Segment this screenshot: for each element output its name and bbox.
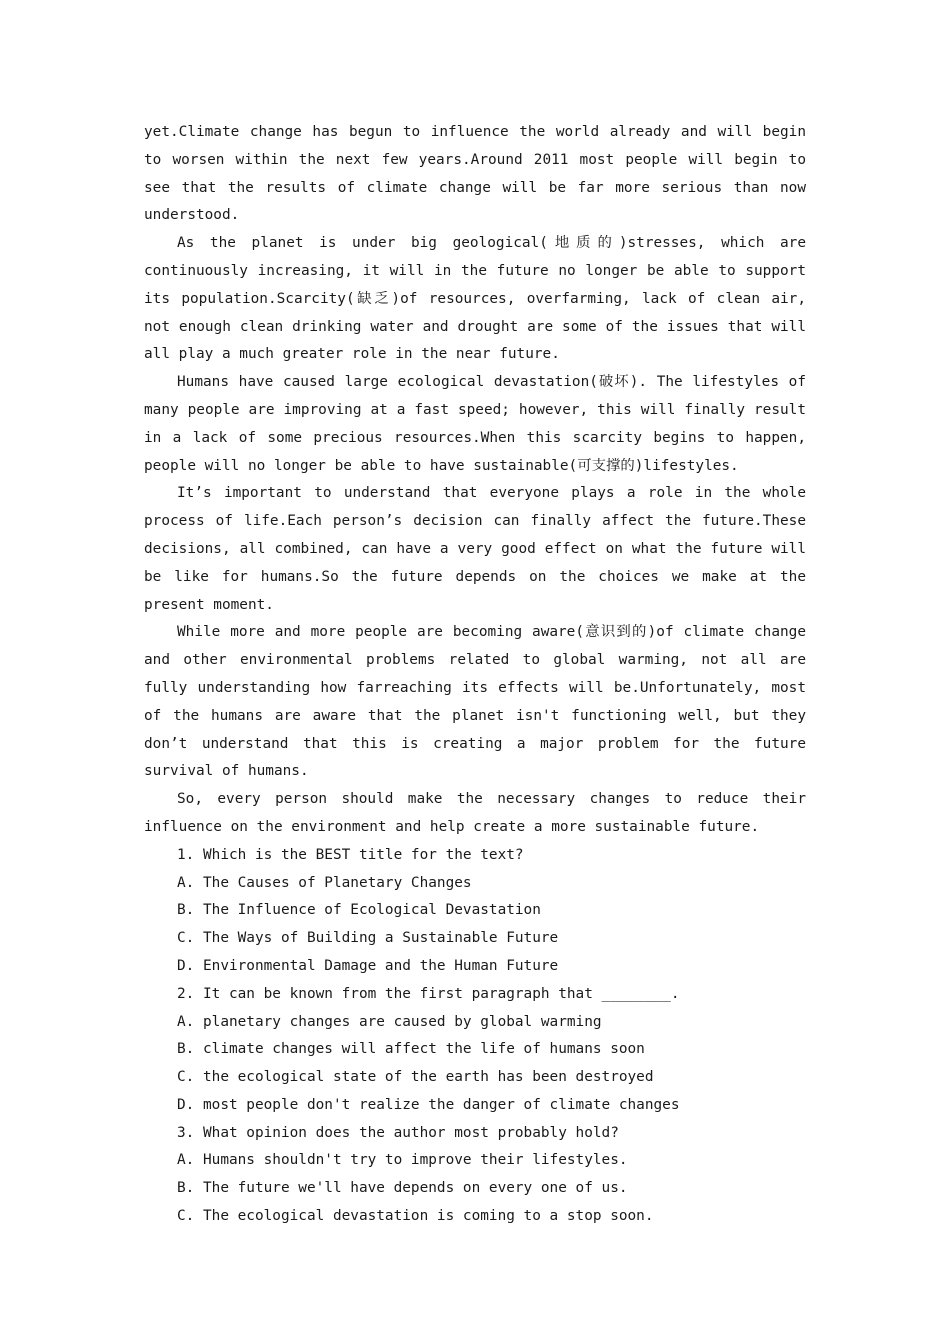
reading-passage (144, 119, 806, 842)
question-2-option-b: B. climate changes will affect the life of humans soon (177, 1041, 645, 1058)
question-2-option-d: D. most people don't realize the danger of climate changes (177, 1096, 680, 1113)
question-1-option-d: D. Environmental Damage and the Human Future (177, 957, 559, 974)
question-3-stem: 3. What opinion does the author most probably hold? (177, 1124, 619, 1141)
question-1-option-b: B. The Influence of Ecological Devastation (177, 902, 541, 919)
question-1-option-c: C. The Ways of Building a Sustainable Future (177, 930, 559, 947)
question-2-option-c: C. the ecological state of the earth has been destroyed (177, 1069, 654, 1086)
passage-paragraph-6: So, every person should make the necessary changes to reduce their influence on the environment and help create a more sustainable future. (144, 791, 806, 835)
document-page (144, 119, 806, 1231)
question-list (144, 842, 806, 1231)
passage-paragraph-1: yet.Climate change has begun to influence the world already and will begin to worsen within the next few years.Around 2011 most people will begin to see that the results of climate change will be far more serious than now understood. (144, 124, 806, 224)
question-3-option-b: B. The future we'll have depends on every one of us. (177, 1180, 628, 1197)
question-3-option-c: C. The ecological devastation is coming to a stop soon. (177, 1208, 654, 1225)
question-2-option-a: A. planetary changes are caused by global warming (177, 1013, 602, 1030)
question-3-option-a: A. Humans shouldn't try to improve their lifestyles. (177, 1152, 628, 1169)
passage-paragraph-4: It’s important to understand that everyone plays a role in the whole process of life.Each person’s decision can finally affect the future.These decisions, all combined, can have a very good effect on what the future will be like for humans.So the future depends on the choices we make at the present moment. (144, 485, 806, 613)
question-1-option-a: A. The Causes of Planetary Changes (177, 874, 472, 891)
passage-paragraph-5: While more and more people are becoming aware(意识到的)of climate change and other environmental problems related to global warming, not all are fully understanding how farreaching its effects will be.Unfortunately, most of the humans are aware that the planet isn't functioning well, but they don’t understand that this is creating a major problem for the future survival of humans. (144, 624, 806, 780)
question-1-stem: 1. Which is the BEST title for the text? (177, 846, 524, 863)
passage-paragraph-2: As the planet is under big geological(地质的)stresses, which are continuously increasing, it will in the future no longer be able to support its population.Scarcity(缺乏)of resources, overfarming, lack of clean air, not enough clean drinking water and drought are some of the issues that will all play a much greater role in the near future. (144, 235, 806, 363)
passage-paragraph-3: Humans have caused large ecological devastation(破坏). The lifestyles of many people are improving at a fast speed; however, this will finally result in a lack of some precious resources.When this scarcity begins to happen, people will no longer be able to have sustainable(可支撑的)lifestyles. (144, 374, 806, 474)
question-2-stem: 2. It can be known from the first paragraph that ________. (177, 985, 680, 1002)
